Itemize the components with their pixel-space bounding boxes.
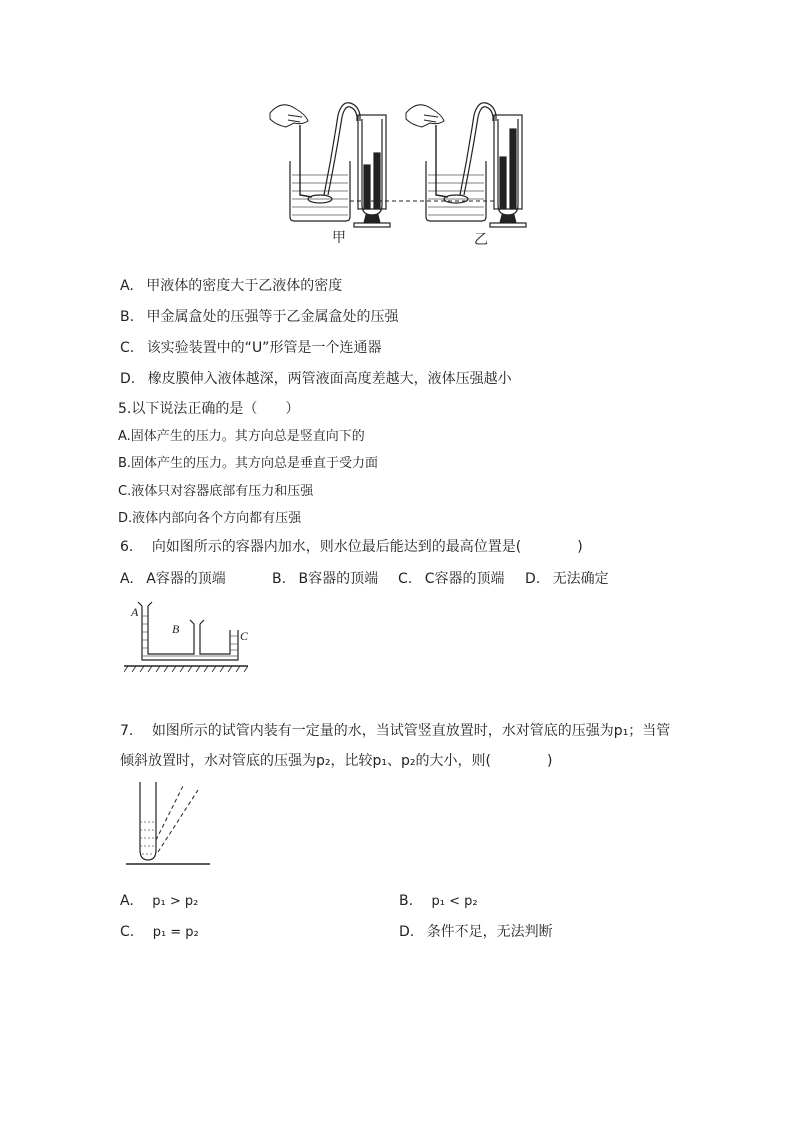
option-text: A容器的顶端	[146, 571, 226, 587]
test-tube-figure	[126, 778, 210, 868]
q5-option-c[interactable]: C.液体只对容器底部有压力和压强	[118, 484, 314, 499]
option-letter: A.	[120, 571, 134, 587]
q6-option-a[interactable]	[120, 570, 226, 588]
q6-option-c[interactable]	[398, 570, 504, 588]
water-fill	[142, 616, 238, 656]
q7-option-c[interactable]	[120, 923, 199, 942]
tilted-tube-outline	[156, 784, 198, 852]
q4-option-a[interactable]	[120, 277, 342, 295]
option-text: B容器的顶端	[298, 571, 379, 587]
option-text: 条件不足，无法判断	[426, 924, 553, 940]
option-letter: B.	[120, 309, 135, 325]
option-text: 橡皮膜伸入液体越深，两管液面高度差越大，液体压强越小	[147, 371, 512, 387]
q5-option-d[interactable]: D.液体内部向各个方向都有压强	[118, 511, 302, 526]
connected-vessels-figure	[124, 600, 248, 676]
figure-label-jia: 甲	[332, 230, 346, 246]
option-text: 甲液体的密度大于乙液体的密度	[146, 278, 343, 294]
hand-jia-icon	[270, 105, 308, 127]
option-text: p₁ < p₂	[431, 894, 478, 909]
option-letter: B.	[399, 893, 414, 909]
q7-stem-line2: 倾斜放置时，水对管底的压强为p₂，比较p₁、p₂的大小，则( )	[120, 753, 553, 769]
u-tube-jia	[354, 115, 390, 227]
option-text: p₁ > p₂	[152, 894, 199, 909]
q6-option-b[interactable]	[272, 570, 378, 588]
option-letter: A.	[120, 278, 134, 294]
option-letter: C.	[120, 924, 135, 940]
question-number: 7.	[120, 723, 134, 739]
option-letter: D.	[120, 371, 136, 387]
option-text: p₁ = p₂	[152, 925, 199, 940]
question-number: 6.	[120, 539, 134, 555]
q6-stem	[120, 538, 583, 556]
q7-option-d[interactable]	[399, 923, 553, 941]
option-letter: B.	[272, 571, 287, 587]
q4-option-c[interactable]	[120, 339, 381, 357]
q5-option-b[interactable]: B.固体产生的压力。其方向总是垂直于受力面	[118, 456, 379, 471]
container-label-b: B	[172, 622, 180, 636]
option-text: 甲金属盒处的压强等于乙金属盒处的压强	[146, 309, 399, 325]
ground-hatch	[124, 666, 248, 672]
option-text: 无法确定	[552, 571, 609, 587]
hand-yi-icon	[406, 105, 444, 127]
container-label-a: A	[131, 605, 139, 619]
q7-stem-line1	[120, 722, 670, 740]
q4-option-b[interactable]	[120, 308, 399, 326]
option-letter: A.	[120, 893, 134, 909]
q6-option-d[interactable]	[525, 570, 609, 588]
figure-label-yi: 乙	[474, 232, 488, 248]
question-text: 如图所示的试管内装有一定量的水，当试管竖直放置时，水对管底的压强为p₁；当管	[151, 723, 671, 739]
q5-stem: 5.以下说法正确的是（ ）	[118, 401, 300, 417]
manometer-figure	[262, 95, 542, 247]
q5-option-a[interactable]: A.固体产生的压力。其方向总是竖直向下的	[118, 429, 365, 444]
question-text: 向如图所示的容器内加水，则水位最后能达到的最高位置是( )	[151, 539, 583, 555]
option-letter: D.	[399, 924, 415, 940]
option-letter: D.	[525, 571, 541, 587]
container-label-c: C	[240, 629, 249, 643]
q7-option-b[interactable]	[399, 892, 478, 911]
option-letter: C.	[398, 571, 413, 587]
option-text: 该实验装置中的“U”形管是一个连通器	[146, 340, 382, 356]
option-text: C容器的顶端	[424, 571, 505, 587]
u-tube-yi	[490, 115, 526, 227]
q7-option-a[interactable]	[120, 892, 198, 911]
water-fill	[140, 822, 156, 854]
option-letter: C.	[120, 340, 135, 356]
q4-option-d[interactable]	[120, 370, 512, 388]
